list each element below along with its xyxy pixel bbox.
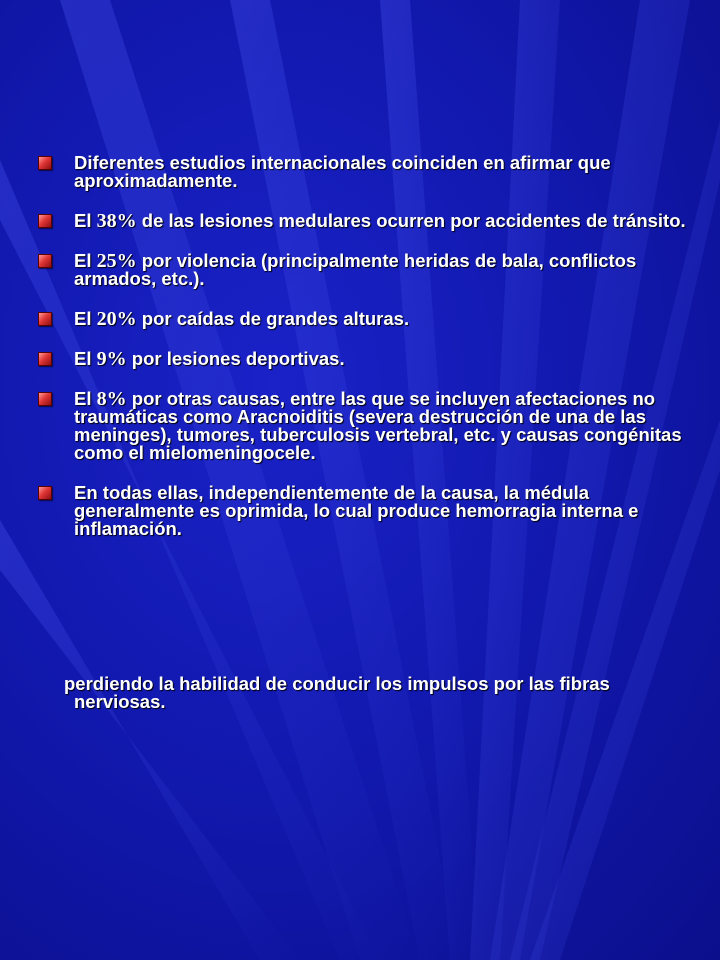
- square-bullet-icon: [38, 486, 52, 500]
- bullet-item: [36, 484, 706, 538]
- bullet-item: [36, 212, 706, 230]
- percentage: 20%: [96, 308, 137, 330]
- bullet-text: El: [74, 388, 97, 409]
- bullet-text: Diferentes estudios internacionales coinciden en afirmar que aproximadamente.: [74, 152, 611, 191]
- bullet-text: por lesiones deportivas.: [126, 348, 345, 369]
- square-bullet-icon: [38, 312, 52, 326]
- bullet-text: En todas ellas, independientemente de la causa, la médula generalmente es oprimida, lo cual produce hemorragia interna e inflamación.: [74, 482, 639, 539]
- bullet-text: de las lesiones medulares ocurren por accidentes de tránsito.: [136, 210, 686, 231]
- bullet-list: [36, 154, 706, 560]
- percentage: 9%: [96, 348, 127, 370]
- bullet-text: El: [74, 308, 97, 329]
- bullet-text: El: [74, 210, 97, 231]
- bullet-text: El: [74, 250, 97, 271]
- continuation-paragraph: [64, 675, 684, 711]
- square-bullet-icon: [38, 254, 52, 268]
- bullet-text: por violencia (principalmente heridas de bala, conflictos armados, etc.).: [74, 250, 637, 289]
- percentage: 25%: [96, 250, 137, 272]
- square-bullet-icon: [38, 156, 52, 170]
- bullet-item: [36, 390, 706, 462]
- bullet-text: por otras causas, entre las que se incluyen afectaciones no traumáticas como Aracnoiditis (severa destrucción de una de las meninges), tumores, tuberculosis vertebral, etc. y causas congénitas como el mielomeningocele.: [74, 388, 682, 463]
- percentage: 8%: [96, 388, 127, 410]
- bullet-text: por caídas de grandes alturas.: [136, 308, 410, 329]
- bullet-item: [36, 310, 706, 328]
- bullet-item: [36, 350, 706, 368]
- square-bullet-icon: [38, 214, 52, 228]
- continuation-line: perdiendo la habilidad de conducir los impulsos por las fibras: [64, 673, 610, 694]
- square-bullet-icon: [38, 352, 52, 366]
- bullet-item: [36, 154, 706, 190]
- bullet-text: El: [74, 348, 97, 369]
- square-bullet-icon: [38, 392, 52, 406]
- continuation-line: nerviosas.: [74, 691, 166, 712]
- percentage: 38%: [96, 210, 137, 232]
- bullet-item: [36, 252, 706, 288]
